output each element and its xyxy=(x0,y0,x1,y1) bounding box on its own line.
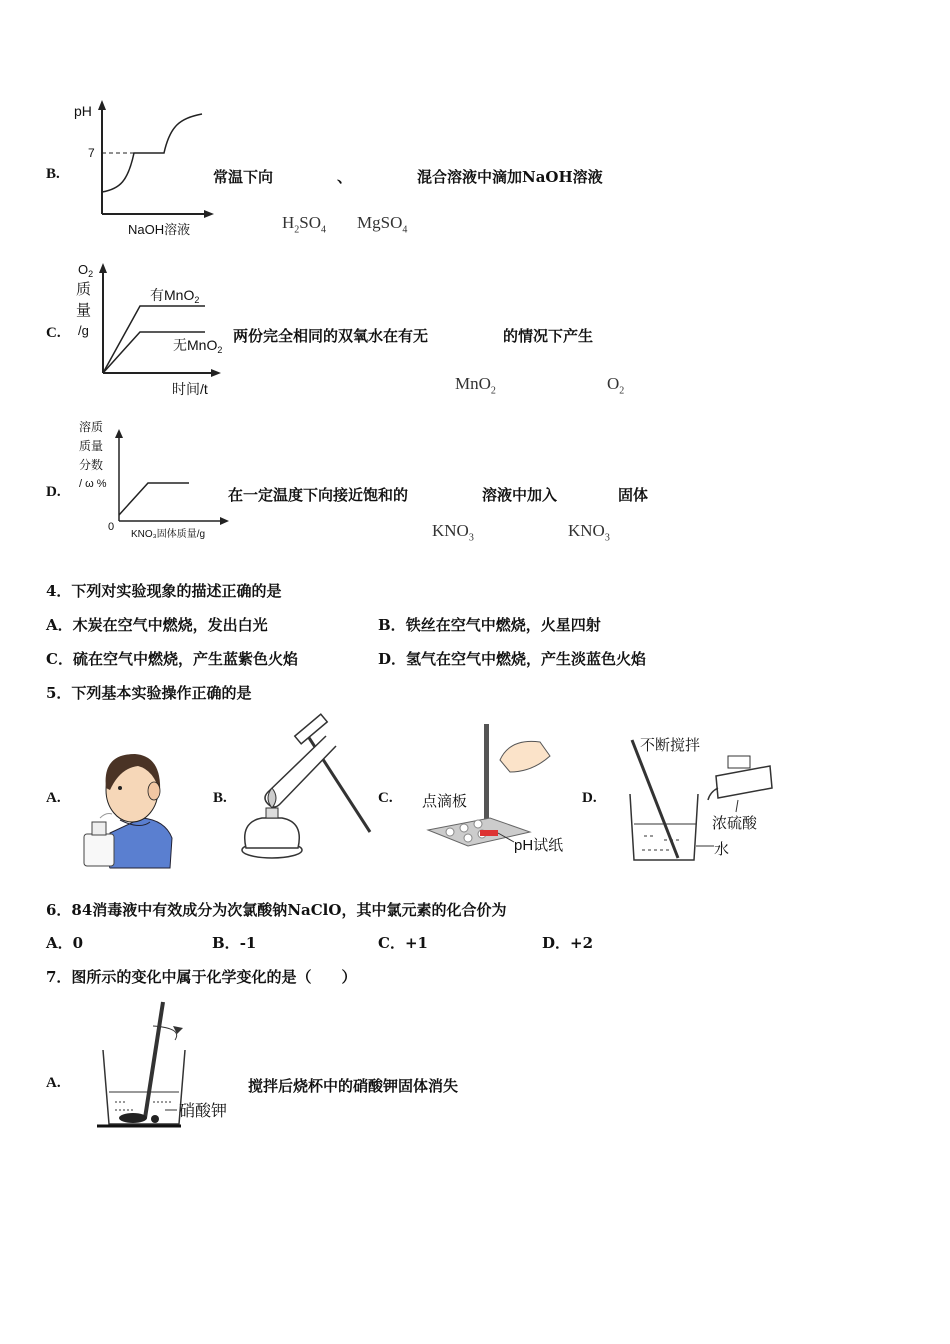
acid-label: 浓硫酸 xyxy=(712,815,758,832)
solute-fraction-graph xyxy=(75,415,240,545)
chem-kno3-2: $KNO_3$ xyxy=(568,521,610,544)
option-d-text-c: 固体 xyxy=(618,486,649,504)
option-d-text-b: 溶液中加入 xyxy=(482,486,558,504)
ear xyxy=(148,782,160,800)
chem-h2so4: $H_2SO_4$ xyxy=(282,213,327,236)
y-axis-arrow-icon xyxy=(115,429,123,438)
q4-option-d: D．氢气在空气中燃烧，产生淡蓝色火焰 xyxy=(378,650,647,668)
fraction-line xyxy=(119,483,189,515)
chem-mgso4: MgSO$_4$ xyxy=(357,213,408,236)
q5-option-a-label: A. xyxy=(46,790,61,806)
plate-well xyxy=(446,828,454,836)
bottle-neck xyxy=(92,822,106,835)
plate-well xyxy=(464,834,472,842)
option-b-text-a: 常温下向 xyxy=(213,168,274,186)
holder-rod xyxy=(304,730,370,832)
q5-option-b-label: B. xyxy=(213,790,227,806)
q7-stem: 7．图所示的变化中属于化学变化的是（ ） xyxy=(46,968,357,986)
q5-option-c-label: C. xyxy=(378,790,393,806)
bottle-label xyxy=(728,756,750,768)
chem-kno3-1: $KNO_3$ xyxy=(432,521,474,544)
q4-option-c: C．硫在空气中燃烧，产生蓝紫色火焰 xyxy=(46,650,298,668)
dissolving-figure xyxy=(95,998,240,1133)
q4-option-b: B．铁丝在空气中燃烧，火星四射 xyxy=(378,616,601,634)
plate-well xyxy=(474,820,482,828)
o2-axis-label-4: /g xyxy=(78,323,89,338)
ph-tick-7: 7 xyxy=(88,146,95,160)
solid-crystals xyxy=(119,1113,147,1123)
option-c-text-a: 两份完全相同的双氧水在有无 xyxy=(233,327,429,345)
y-label-1: 溶质 xyxy=(79,420,104,434)
q4-stem: 4．下列对实验现象的描述正确的是 xyxy=(46,582,282,600)
q6-option-c: C．+1 xyxy=(378,934,428,952)
acid-stream xyxy=(708,788,718,800)
y-label-2: 质量 xyxy=(79,439,104,453)
alcohol-lamp xyxy=(245,818,300,848)
q4-option-a: A．木炭在空气中燃烧，发出白光 xyxy=(46,616,268,634)
gas-wisp xyxy=(100,814,112,819)
option-b-text-b: 混合溶液中滴加NaOH溶液 xyxy=(417,168,603,186)
solid-crystal xyxy=(151,1115,159,1123)
option-b-sep: 、 xyxy=(337,168,353,186)
kno3-label: 硝酸钾 xyxy=(179,1103,228,1120)
x-axis-arrow-icon xyxy=(211,369,221,377)
ph-paper xyxy=(480,830,498,836)
q6-option-b: B．-1 xyxy=(212,934,257,952)
ph-axis-label: pH xyxy=(74,103,92,119)
option-c-label: C. xyxy=(46,325,61,341)
option-c-text-b: 的情况下产生 xyxy=(503,327,594,345)
heating-test-tube-figure xyxy=(232,722,382,864)
option-b-label: B. xyxy=(46,166,60,182)
q5-stem: 5．下列基本实验操作正确的是 xyxy=(46,684,252,702)
q6-stem: 6．84消毒液中有效成分为次氯酸钠NaClO，其中氯元素的化合价为 xyxy=(46,901,507,919)
q6-option-d: D．+2 xyxy=(542,934,594,952)
hand xyxy=(500,741,550,772)
plate-well xyxy=(460,824,468,832)
x-axis-label: KNO₃固体质量/g xyxy=(131,529,206,540)
y-label-4: / ω % xyxy=(79,478,107,490)
naoh-axis-label: NaOH溶液 xyxy=(128,222,191,237)
o2-axis-label-2: 质 xyxy=(76,281,92,298)
x-axis-arrow-icon xyxy=(220,517,229,525)
q7-option-a-text: 搅拌后烧杯中的硝酸钾固体消失 xyxy=(248,1077,459,1095)
dilute-acid-figure xyxy=(620,728,780,868)
acid-pointer xyxy=(736,800,738,812)
bottle xyxy=(84,834,114,866)
ph-graph xyxy=(70,96,230,241)
ph-test-figure xyxy=(420,720,580,860)
option-d-text-a: 在一定温度下向接近饱和的 xyxy=(228,486,409,504)
glass-rod xyxy=(632,740,678,858)
q5-option-d-label: D. xyxy=(582,790,597,806)
chem-mno2: MnO$_2$ xyxy=(455,374,496,397)
o2-axis-label: $O_2$ xyxy=(78,262,94,279)
o2-graph xyxy=(70,258,240,403)
stir-label: 不断搅拌 xyxy=(640,737,701,754)
glass-rod xyxy=(484,724,489,834)
y-label-3: 分数 xyxy=(79,458,104,472)
origin-label: 0 xyxy=(108,521,115,533)
time-axis-label: 时间/t xyxy=(172,381,208,397)
y-axis-arrow-icon xyxy=(99,263,107,273)
glass-rod xyxy=(145,1002,163,1118)
q7-option-a-label: A. xyxy=(46,1075,61,1091)
option-d-label: D. xyxy=(46,484,61,500)
eye xyxy=(118,786,122,790)
lamp-wick xyxy=(266,808,278,818)
q6-option-a: A．0 xyxy=(46,934,84,952)
spot-plate-label: 点滴板 xyxy=(422,793,468,810)
with-mno2-label: 有MnO$_2$ xyxy=(150,287,200,305)
y-axis-arrow-icon xyxy=(98,100,106,110)
stir-arrowhead-icon xyxy=(173,1026,183,1034)
without-mno2-label: 无MnO$_2$ xyxy=(173,337,223,355)
chem-o2: $O_2$ xyxy=(607,374,625,397)
ph-paper-label: pH试纸 xyxy=(514,837,564,854)
water-label: 水 xyxy=(714,841,730,858)
smelling-gas-figure xyxy=(80,748,175,868)
beaker xyxy=(630,794,698,860)
x-axis-arrow-icon xyxy=(204,210,214,218)
acid-bottle xyxy=(716,766,772,798)
o2-axis-label-3: 量 xyxy=(76,302,92,319)
